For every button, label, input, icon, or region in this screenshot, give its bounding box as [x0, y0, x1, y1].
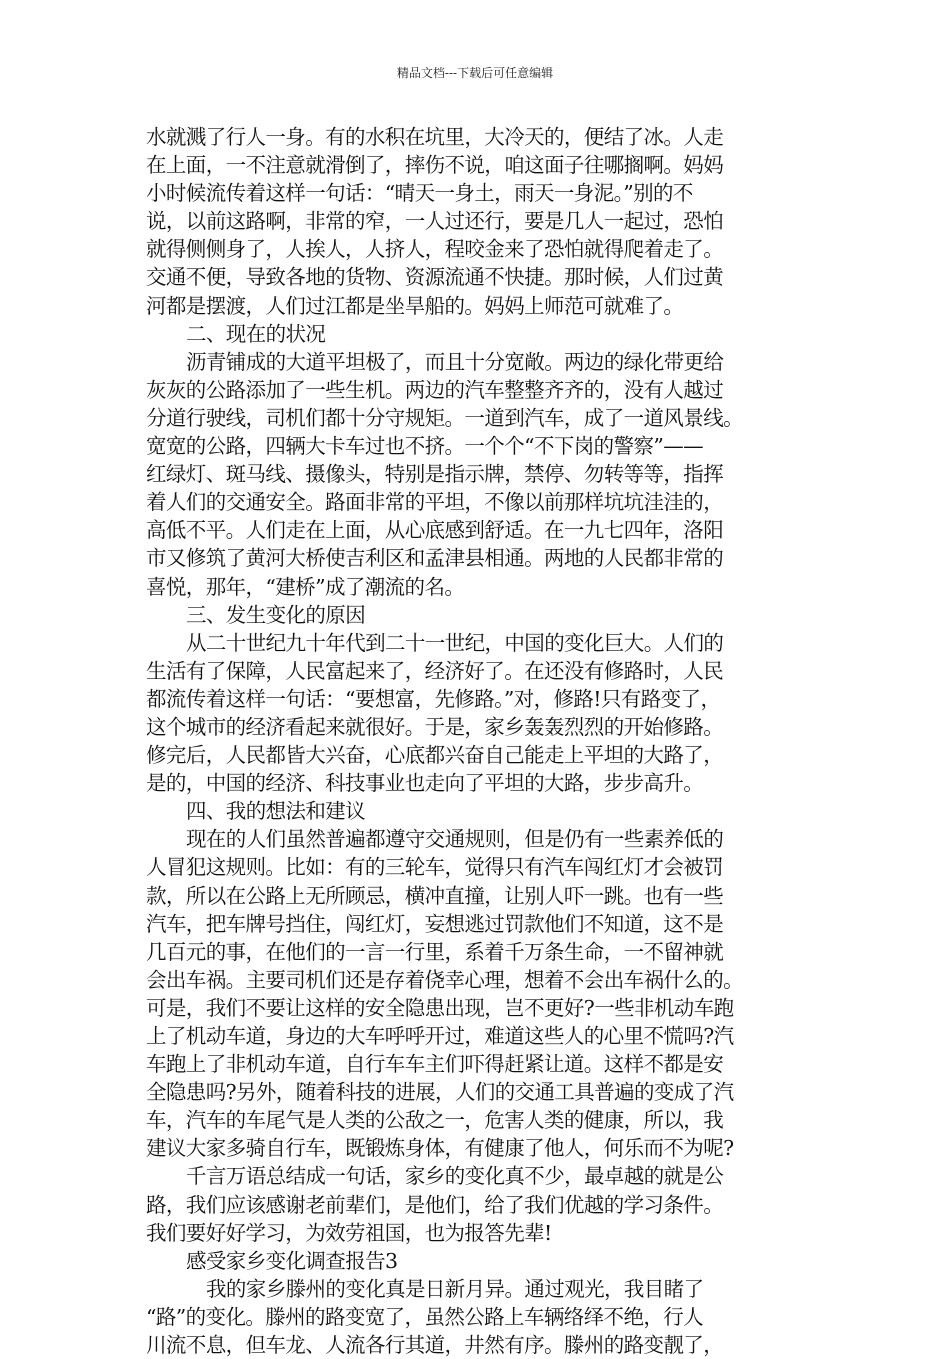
text-line: 四、我的想法和建议: [186, 799, 366, 824]
text-line: 建议大家多骑自行车，既锻炼身体，有健康了他人，何乐而不为呢?: [146, 1136, 734, 1161]
text-line: 宽宽的公路，四辆大卡车过也不挤。一个个“不下岗的警察”——: [146, 434, 704, 459]
text-line: 我们要好好学习，为效劳祖国，也为报答先辈!: [146, 1220, 552, 1245]
text-line: 上了机动车道，身边的大车呼呼开过，难道这些人的心里不慌吗?汽: [146, 1024, 734, 1048]
text-line: 汽车，把车牌号挡住，闯红灯，妄想逃过罚款他们不知道，这不是: [146, 911, 724, 936]
text-line: 就得侧侧身了，人挨人，人挤人，程咬金来了恐怕就得爬着走了。: [146, 237, 724, 262]
text-line: 车跑上了非机动车道，自行车车主们吓得赶紧让道。这样不都是安: [146, 1052, 724, 1077]
text-line: 河都是摆渡，人们过江都是坐旱船的。妈妈上师范可就难了。: [146, 293, 684, 318]
page-header: 精品文档---下载后可任意编辑: [396, 66, 554, 80]
document-body: [146, 123, 826, 1359]
text-line: 着人们的交通安全。路面非常的平坦，不像以前那样坑坑洼洼的，: [146, 490, 724, 515]
text-line: 路，我们应该感谢老前辈们，是他们，给了我们优越的学习条件。: [146, 1192, 724, 1217]
text-line: 小时候流传着这样一句话：“晴天一身土，雨天一身泥。”别的不: [146, 181, 693, 206]
text-line: 都流传着这样一句话：“要想富，先修路。”对，修路!只有路变了，: [146, 686, 721, 711]
text-line: 川流不息，但车龙、人流各行其道，井然有序。滕州的路变靓了，: [146, 1333, 724, 1358]
text-line: 三、发生变化的原因: [186, 602, 366, 627]
text-line: 说，以前这路啊，非常的窄，一人过还行，要是几人一起过，恐怕: [146, 209, 724, 234]
text-line: 高低不平。人们走在上面，从心底感到舒适。在一九七四年，洛阳: [146, 518, 724, 543]
text-line: 沥青铺成的大道平坦极了，而且十分宽敞。两边的绿化带更给: [186, 349, 724, 374]
text-line: 水就溅了行人一身。有的水积在坑里，大冷天的，便结了冰。人走: [146, 125, 724, 149]
text-line: “路”的变化。滕州的路变宽了，虽然公路上车辆络绎不绝，行人: [146, 1304, 704, 1329]
text-line: 全隐患吗?另外，随着科技的进展，人们的交通工具普遍的变成了汽: [146, 1080, 734, 1105]
text-line: 现在的人们虽然普遍都遵守交通规则，但是仍有一些素养低的: [186, 827, 724, 852]
text-line: 分道行驶线，司机们都十分守规矩。一道到汽车，成了一道风景线。: [146, 405, 743, 430]
text-line: 这个城市的经济看起来就很好。于是，家乡轰轰烈烈的开始修路。: [146, 714, 724, 739]
text-line: 在上面，一不注意就滑倒了，摔伤不说，咱这面子往哪搁啊。妈妈: [146, 153, 724, 178]
text-line: 车，汽车的车尾气是人类的公敌之一，危害人类的健康，所以，我: [146, 1108, 724, 1133]
text-line: 我的家乡滕州的变化真是日新月异。通过观光，我目睹了: [206, 1276, 704, 1301]
text-line: 是的，中国的经济、科技事业也走向了平坦的大路，步步高升。: [146, 771, 704, 796]
text-line: 可是，我们不要让这样的安全隐患出现，岂不更好?一些非机动车跑: [146, 995, 734, 1020]
text-line: 从二十世纪九十年代到二十一世纪，中国的变化巨大。人们的: [186, 630, 724, 655]
text-line: 喜悦，那年，“建桥”成了潮流的名。: [146, 574, 465, 599]
text-line: 修完后，人民都皆大兴奋，心底都兴奋自己能走上平坦的大路了，: [146, 743, 724, 768]
text-line: 生活有了保障，人民富起来了，经济好了。在还没有修路时，人民: [146, 658, 724, 683]
text-line: 二、现在的状况: [186, 321, 326, 346]
text-line: 交通不便，导致各地的货物、资源流通不快捷。那时候，人们过黄: [146, 265, 724, 290]
text-line: 感受家乡变化调查报告3: [186, 1248, 398, 1273]
text-line: 人冒犯这规则。比如：有的三轮车，觉得只有汽车闯红灯才会被罚: [146, 855, 724, 880]
text-line: 灰灰的公路添加了一些生机。两边的汽车整整齐齐的，没有人越过: [146, 377, 724, 402]
text-line: 千言万语总结成一句话，家乡的变化真不少，最卓越的就是公: [186, 1164, 724, 1189]
text-line: 市又修筑了黄河大桥使吉利区和孟津县相通。两地的人民都非常的: [146, 546, 724, 571]
text-line: 几百元的事，在他们的一言一行里，系着千万条生命，一不留神就: [146, 939, 724, 964]
text-line: 红绿灯、斑马线、摄像头，特别是指示牌，禁停、勿转等等，指挥: [146, 462, 724, 487]
text-line: 会出车祸。主要司机们还是存着侥幸心理，想着不会出车祸什么的。: [146, 967, 743, 992]
text-line: 款，所以在公路上无所顾忌，横冲直撞，让别人吓一跳。也有一些: [146, 883, 724, 908]
